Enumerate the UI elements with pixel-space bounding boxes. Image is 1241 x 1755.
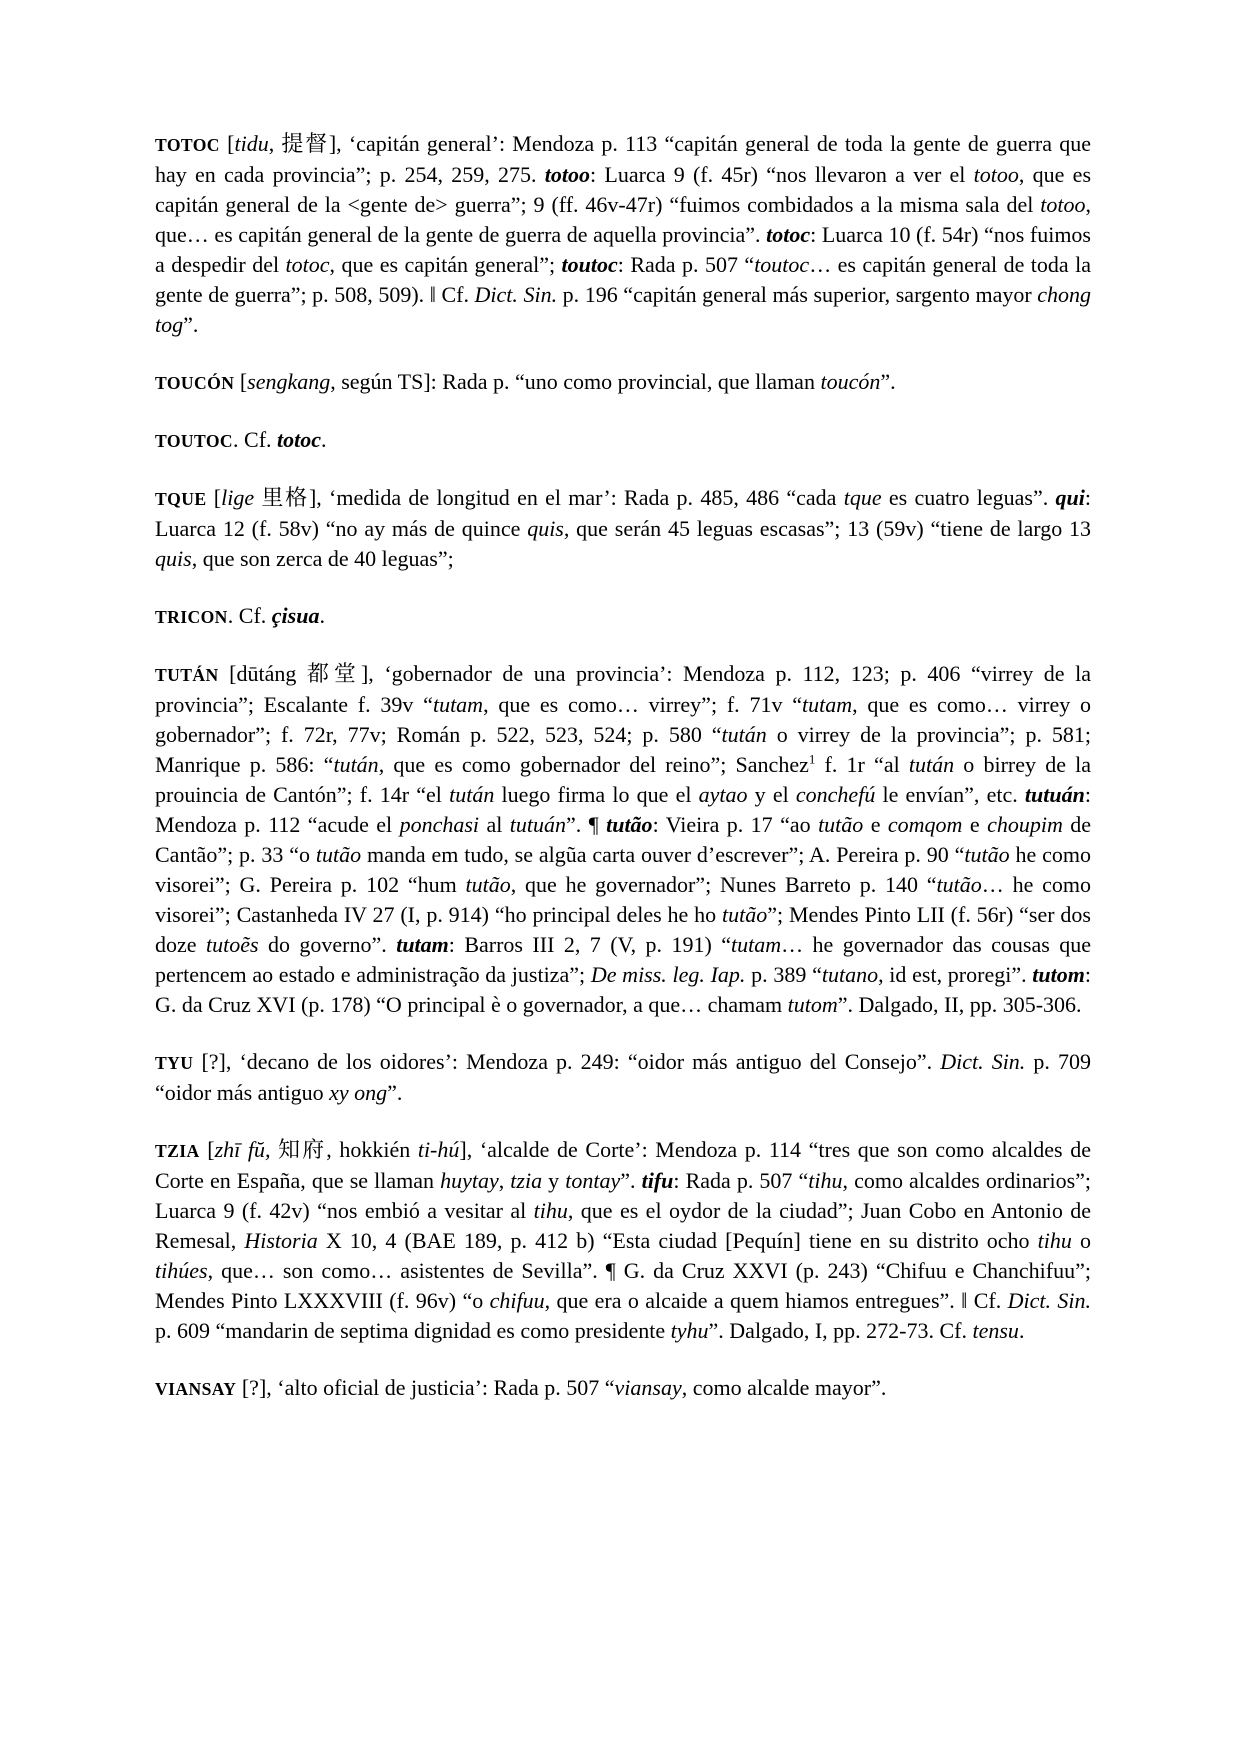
entry-text: Dict. Sin. [474,282,558,307]
entry-text: tután [721,722,767,747]
entry-text: , que… son como… asistentes de Sevilla”. ¶ G. da Cruz XXVI (p. 243) “Chifuu e Chanchifuu”; Mendes Pinto LXXXVIII (f. 96v) “o [155,1258,1091,1313]
entry-text: [dūtáng 都堂], ‘gobernador de una provincia’: Mendoza p. 112, 123; p. 406 “virrey de la provincia”; Escalante f. 39v “ [155,661,1091,717]
entry-text: tutano [821,962,879,987]
entry-text: toucón [820,369,881,394]
entry-text: tutão [964,842,1010,867]
entry-text: le envían”, etc. [875,782,1025,807]
entry-text: xy ong [329,1080,388,1105]
entry-text: ”; Mendes Pinto LII (f. 56r) “ser dos doze [155,902,1091,957]
entry-text: tutom [1032,962,1085,987]
entry-text: y [542,1168,566,1193]
entry-text: , que es capitán general”; [329,252,562,277]
entry-text: tutão [606,812,653,837]
entry-text: : Luarca 9 (f. 45r) “nos llevaron a ver el [590,162,974,187]
entry-text: [ [206,485,222,510]
entry-text: toutoc [754,252,810,277]
glossary-entries [155,129,1091,1431]
entry-text: , id est, proregi”. [878,962,1033,987]
entry-text: … es capitán general de toda la gente de guerra”; p. 508, 509). ‖ Cf. [155,252,1092,307]
entry-text: tutoẽs [205,932,259,957]
entry-text: , que es como… virrey”; f. 71v “ [483,692,802,717]
entry-text: conchefú [795,782,876,807]
entry-text: [?], ‘alto oficial de justicia’: Rada p. 507 “ [236,1375,615,1400]
entry-text: 知府, hokkién [270,1137,418,1162]
entry-text: tutam [731,932,782,957]
entry-text: tután [908,752,955,777]
entry-text: manda em tudo, se algũa carta ouver d’escrever”; A. Pereira p. 90 “ [361,842,965,867]
dictionary-entry-toucon [155,367,1091,398]
entry-text: , como alcaldes ordinarios”; Luarca 9 (f. 42v) “nos embió a vesitar al [155,1168,1092,1223]
entry-headword: VIANSAY [155,1379,237,1399]
entry-text: . [321,427,327,452]
entry-text: … he governador das cousas que pertencem ao estado e administração da justiza”; [155,932,1091,987]
dictionary-entry-totoc [155,129,1091,340]
entry-text: : G. da Cruz XVI (p. 178) “O principal è o governador, a que… chamam [155,962,1091,1017]
entry-text: p. 196 “capitán general más superior, sargento mayor [557,282,1038,307]
entry-text: . Cf. [233,427,278,452]
entry-text: e [962,812,988,837]
entry-headword: TOUTOC [155,431,234,451]
entry-text: ti-hú [417,1137,460,1162]
entry-text: tutão [936,872,982,897]
entry-text: , que son zerca de 40 leguas”; [191,546,454,571]
entry-text: tyhu [670,1318,709,1343]
entry-text: ”. [387,1080,403,1105]
entry-text: ”. Dalgado, I, pp. 272-73. Cf. [708,1318,973,1343]
entry-text: tutão [818,812,864,837]
entry-text: : Luarca 12 (f. 58v) “no ay más de quince [155,485,1092,541]
entry-text: 里格], ‘medida de longitud en el mar’: Rada p. 485, 486 “cada [254,485,844,510]
entry-text: : Vieira p. 17 “ao [652,812,819,837]
entry-text: ”. [880,369,896,394]
entry-text: tután [333,752,379,777]
entry-text: , [498,1168,511,1193]
entry-text: çisua [271,603,320,628]
entry-text: huytay [440,1168,499,1193]
entry-headword: TUTÁN [155,665,219,685]
entry-text: De miss. leg. Iap. [590,962,746,987]
entry-text: aytao [698,782,748,807]
entry-text: tutuán [1024,782,1085,807]
entry-text: p. 389 “ [745,962,822,987]
entry-text: X 10, 4 (BAE 189, p. 412 b) “Esta ciudad [Pequín] tiene en su distrito ocho [317,1228,1038,1253]
entry-text: o birrey de la prouincia de Cantón”; f. 14r “el [155,752,1092,807]
entry-text: de Cantão”; p. 33 “o [155,812,1092,867]
entry-text: [?], ‘decano de los oidores’: Mendoza p. 249: “oidor más antiguo del Consejo”. [193,1049,941,1074]
entry-text: tutam [801,692,853,717]
entry-text: ], ‘alcalde de Corte’: Mendoza p. 114 “tres que son como alcaldes de Corte en España, que se llaman [155,1137,1091,1193]
entry-text: Dict. Sin. [940,1049,1026,1074]
entry-text: o [1071,1228,1091,1253]
entry-text: … he como visorei”; Castanheda IV 27 (I, p. 914) “ho principal deles he ho [155,872,1091,927]
entry-text: al [479,812,510,837]
entry-text: tontay [565,1168,621,1193]
dictionary-entry-tricon [155,601,1091,632]
entry-text: he como visorei”; G. Pereira p. 102 “hum [155,842,1091,897]
entry-text: : Barros III 2, 7 (V, p. 191) “ [448,932,731,957]
entry-text: chong tog [155,282,1091,337]
entry-text: [ [199,1137,215,1162]
entry-text: tihúes [155,1258,208,1283]
entry-text: tutam [396,932,449,957]
entry-text: zhī fŭ, [214,1137,271,1162]
entry-text: ”. ¶ [566,812,607,837]
entry-text: . [319,603,325,628]
entry-text: totoc [285,252,330,277]
entry-text: y el [747,782,796,807]
entry-headword: TRICON [155,607,228,627]
entry-headword: TQUE [155,489,207,509]
dictionary-entry-viansay [155,1373,1091,1404]
entry-text: , como alcalde mayor”. [681,1375,887,1400]
entry-text: [ [234,369,248,394]
entry-text: tihu [1037,1228,1072,1253]
entry-text: tzia [510,1168,543,1193]
entry-text: quis [155,546,192,571]
entry-text: tutuán [509,812,567,837]
entry-text: , según TS]: Rada p. “uno como provincial, que llaman [330,369,821,394]
entry-text: tihu [533,1198,568,1223]
dictionary-entry-toutoc [155,425,1091,456]
entry-text: ”. [183,312,199,337]
entry-text: viansay [614,1375,682,1400]
entry-text: . [1018,1318,1025,1343]
entry-text: totoc [766,222,811,247]
entry-text: : Mendoza p. 112 “acude el [155,782,1091,837]
dictionary-entry-tzia [155,1135,1091,1346]
entry-text: es cuatro leguas”. [881,485,1056,510]
entry-text: luego firma lo que el [494,782,699,807]
entry-text: totoo [544,162,591,187]
entry-text: , que es capitán general de la <gente de> guerra”; 9 (ff. 46v-47r) “fuimos combidados a la misma sala del [155,162,1092,217]
entry-text: quis [527,516,564,541]
entry-text: tensu [972,1318,1019,1343]
entry-text: comqom [887,812,963,837]
entry-text: totoo [973,162,1019,187]
entry-text: totoo [1040,192,1086,217]
entry-text: , que… es capitán general de la gente de guerra de aquella provincia”. [155,192,1091,247]
entry-text: e [863,812,888,837]
entry-text: totoc [277,427,322,452]
dictionary-entry-tque [155,483,1091,574]
entry-text: tihu [808,1168,843,1193]
entry-headword: TZIA [155,1141,200,1161]
dictionary-entry-tutan [155,659,1091,1020]
entry-text: , que es el oydor de la ciudad”; Juan Cobo en Antonio de Remesal, [155,1198,1091,1253]
entry-text: choupim [987,812,1063,837]
entry-headword: TOTOC [155,135,220,155]
entry-text: Dict. Sin. [1007,1288,1091,1313]
entry-text: , que era o alcaide a quem hiamos entregues”. ‖ Cf. [544,1288,1008,1313]
dictionary-entry-tyu [155,1047,1091,1108]
entry-text: tutam [432,692,484,717]
entry-text: : Rada p. 507 “ [617,252,755,277]
entry-text: , que serán 45 leguas escasas”; 13 (59v) “tiene de largo 13 [563,516,1091,541]
entry-text: . Cf. [227,603,272,628]
entry-text: ”. [620,1168,642,1193]
entry-text: sengkang [247,369,331,394]
entry-headword: TYU [155,1053,194,1073]
entry-text: tutom [787,992,838,1017]
entry-text: 1 [808,751,816,767]
entry-text: chifuu [489,1288,545,1313]
entry-text: [ [219,131,235,156]
entry-text: o virrey de la provincia”; p. 581; Manrique p. 586: “ [155,722,1091,777]
entry-text: : Luarca 10 (f. 54r) “nos fuimos a despedir del [155,222,1091,277]
entry-text: , 提督], ‘capitán general’: Mendoza p. 113 “capitán general de toda la gente de guerra que hay en cada provincia”; p. 254, 259, 275. [155,131,1091,187]
entry-text: qui [1055,485,1085,510]
entry-text: , que es como gobernador del reino”; Sanchez [378,752,809,777]
entry-text: tutão [722,902,768,927]
entry-text: p. 709 “oidor más antiguo [155,1049,1092,1105]
entry-text: : Rada p. 507 “ [673,1168,809,1193]
entry-text: tutão [315,842,362,867]
entry-text: tque [843,485,882,510]
entry-text: ”. Dalgado, II, pp. 305-306. [837,992,1082,1017]
entry-text: , que he governador”; Nunes Barreto p. 140 “ [510,872,937,897]
entry-headword: TOUCÓN [155,373,235,393]
entry-text: tutão [465,872,511,897]
entry-text: tifu [641,1168,674,1193]
entry-text: p. 609 “mandarin de septima dignidad es como presidente [155,1318,671,1343]
entry-text: do governo”. [258,932,397,957]
entry-text: Historia [244,1228,318,1253]
entry-text: tidu [234,131,269,156]
entry-text: ponchasi [399,812,480,837]
entry-text: tután [449,782,495,807]
entry-text: toutoc [561,252,618,277]
entry-text: f. 1r “al [815,752,909,777]
entry-text: , que es como… virrey o gobernador”; f. 72r, 77v; Román p. 522, 523, 524; p. 580 “ [155,692,1091,747]
entry-text: lige [221,485,255,510]
